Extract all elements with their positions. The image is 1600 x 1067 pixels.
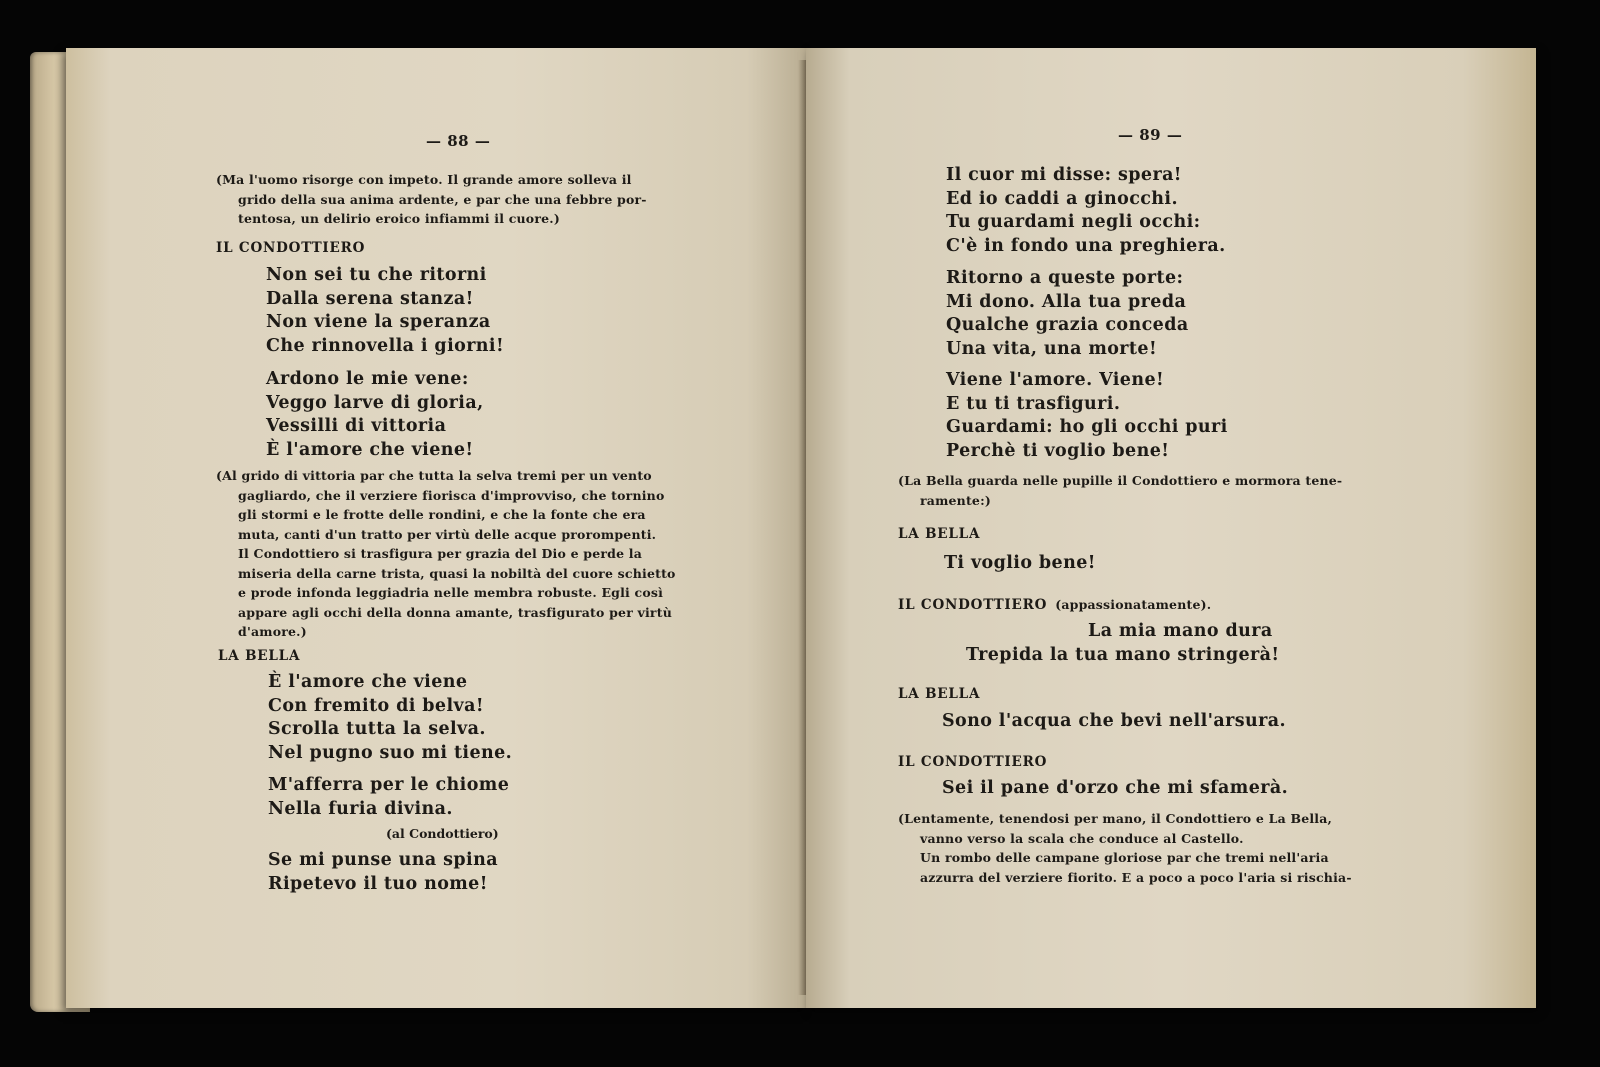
verse-line: Scrolla tutta la selva. <box>268 719 486 739</box>
verse-line: Ardono le mie vene: <box>266 369 469 389</box>
verse-stanza <box>268 849 498 896</box>
verse-line: Ti voglio bene! <box>944 553 1096 573</box>
verse-line: È l'amore che viene <box>268 672 468 692</box>
left-page <box>66 48 806 1008</box>
speaker-label: IL CONDOTTIERO <box>898 597 1048 613</box>
speaker-name: LA BELLA <box>898 526 981 542</box>
stage-line: (Ma l'uomo risorge con impeto. Il grande amore solleva il <box>216 172 632 187</box>
page-number: — 88 — <box>426 132 491 150</box>
verse-line: È l'amore che viene! <box>266 439 474 460</box>
verse-line: Ritorno a queste porte: <box>946 268 1184 288</box>
stage-line: tentosa, un delirio eroico infiammi il cuore.) <box>238 211 560 226</box>
stage-line: gagliardo, che il verziere fiorisca d'improvviso, che tornino <box>238 487 665 503</box>
verse-line: Nel pugno suo mi tiene. <box>268 742 513 763</box>
verse-line: Veggo larve di gloria, <box>266 392 484 413</box>
verse-line: Trepida la tua mano stringerà! <box>966 645 1280 665</box>
stage-line: gli stormi e le frotte delle rondini, e che la fonte che era <box>238 507 646 522</box>
verse-stanza <box>266 368 484 462</box>
verse-line: Qualche grazia conceda <box>946 315 1189 335</box>
verse-line: Ed io caddi a ginocchi. <box>946 188 1178 209</box>
verse-line: Tu guardami negli occhi: <box>946 212 1201 232</box>
verse-stanza <box>946 369 1228 463</box>
verse-line: Guardami: ho gli occhi puri <box>946 417 1228 437</box>
verse-line: Non sei tu che ritorni <box>266 265 487 285</box>
verse-line: Non viene la speranza <box>266 312 491 332</box>
verse-line: Una vita, una morte! <box>946 338 1158 359</box>
verse-line: C'è in fondo una preghiera. <box>946 235 1226 256</box>
stage-direction <box>216 466 746 642</box>
stage-aside: (al Condottiero) <box>386 826 499 841</box>
stage-line: (Lentamente, tenendosi per mano, il Condottiero e La Bella, <box>898 811 1333 826</box>
stage-line: ramente:) <box>920 492 992 508</box>
verse-line: Con fremito di belva! <box>268 695 484 716</box>
speaker-name <box>898 597 1211 613</box>
stage-direction <box>898 471 1432 510</box>
stage-line: azzurra del verziere fiorito. E a poco a poco l'aria si rischia- <box>920 869 1352 885</box>
verse-line: Ripetevo il tuo nome! <box>268 873 488 894</box>
verse-line: Sono l'acqua che bevi nell'arsura. <box>942 711 1286 731</box>
stage-direction <box>216 170 746 229</box>
verse-stanza <box>946 267 1189 361</box>
verse-line: Se mi punse una spina <box>268 850 498 870</box>
verse-line: Viene l'amore. Viene! <box>946 370 1165 390</box>
verse-line: La mia mano dura <box>1088 621 1273 641</box>
verse-line: Nella furia divina. <box>268 798 453 819</box>
verse-line: Mi dono. Alla tua preda <box>946 291 1187 312</box>
verse-line: Perchè ti voglio bene! <box>946 440 1170 461</box>
stage-line: muta, canti d'un tratto per virtù delle acque prorompenti. <box>238 526 657 542</box>
verse-line: Sei il pane d'orzo che mi sfamerà. <box>942 778 1289 798</box>
stage-line: e prode infonda leggiadria nelle membra robuste. Egli così <box>238 585 664 600</box>
stage-line: Un rombo delle campane gloriose par che tremi nell'aria <box>920 850 1329 865</box>
stage-aside: (appassionatamente). <box>1055 597 1212 612</box>
speaker-name: IL CONDOTTIERO <box>898 754 1048 770</box>
stage-line: miseria della carne trista, quasi la nobiltà del cuore schietto <box>238 565 676 581</box>
stage-line: Il Condottiero si trasfigura per grazia del Dio e perde la <box>238 546 643 561</box>
stage-line: (La Bella guarda nelle pupille il Condottiero e mormora tene- <box>898 473 1343 488</box>
speaker-name: IL CONDOTTIERO <box>216 240 366 256</box>
verse-line: M'afferra per le chiome <box>268 775 510 795</box>
verse-line: Il cuor mi disse: spera! <box>946 165 1182 185</box>
verse-stanza <box>946 164 1226 258</box>
speaker-name: LA BELLA <box>898 686 981 702</box>
stage-line: vanno verso la scala che conduce al Castello. <box>920 830 1244 846</box>
right-page <box>806 48 1536 1008</box>
verse-stanza <box>266 264 504 358</box>
stage-line: (Al grido di vittoria par che tutta la selva tremi per un vento <box>216 468 652 483</box>
verse-line: E tu ti trasfiguri. <box>946 393 1121 414</box>
verse-line: Che rinnovella i giorni! <box>266 335 505 356</box>
stage-line: d'amore.) <box>238 624 307 639</box>
verse-stanza <box>268 671 512 765</box>
verse-line: Vessilli di vittoria <box>266 416 447 436</box>
stage-line: grido della sua anima ardente, e par che una febbre por- <box>238 191 647 207</box>
stage-direction <box>898 809 1432 887</box>
verse-stanza <box>268 774 509 821</box>
page-number: — 89 — <box>1118 126 1183 144</box>
stage-line: appare agli occhi della donna amante, trasfigurato per virtù <box>238 604 672 620</box>
verse-line: Dalla serena stanza! <box>266 288 474 309</box>
speaker-name: LA BELLA <box>218 648 301 664</box>
